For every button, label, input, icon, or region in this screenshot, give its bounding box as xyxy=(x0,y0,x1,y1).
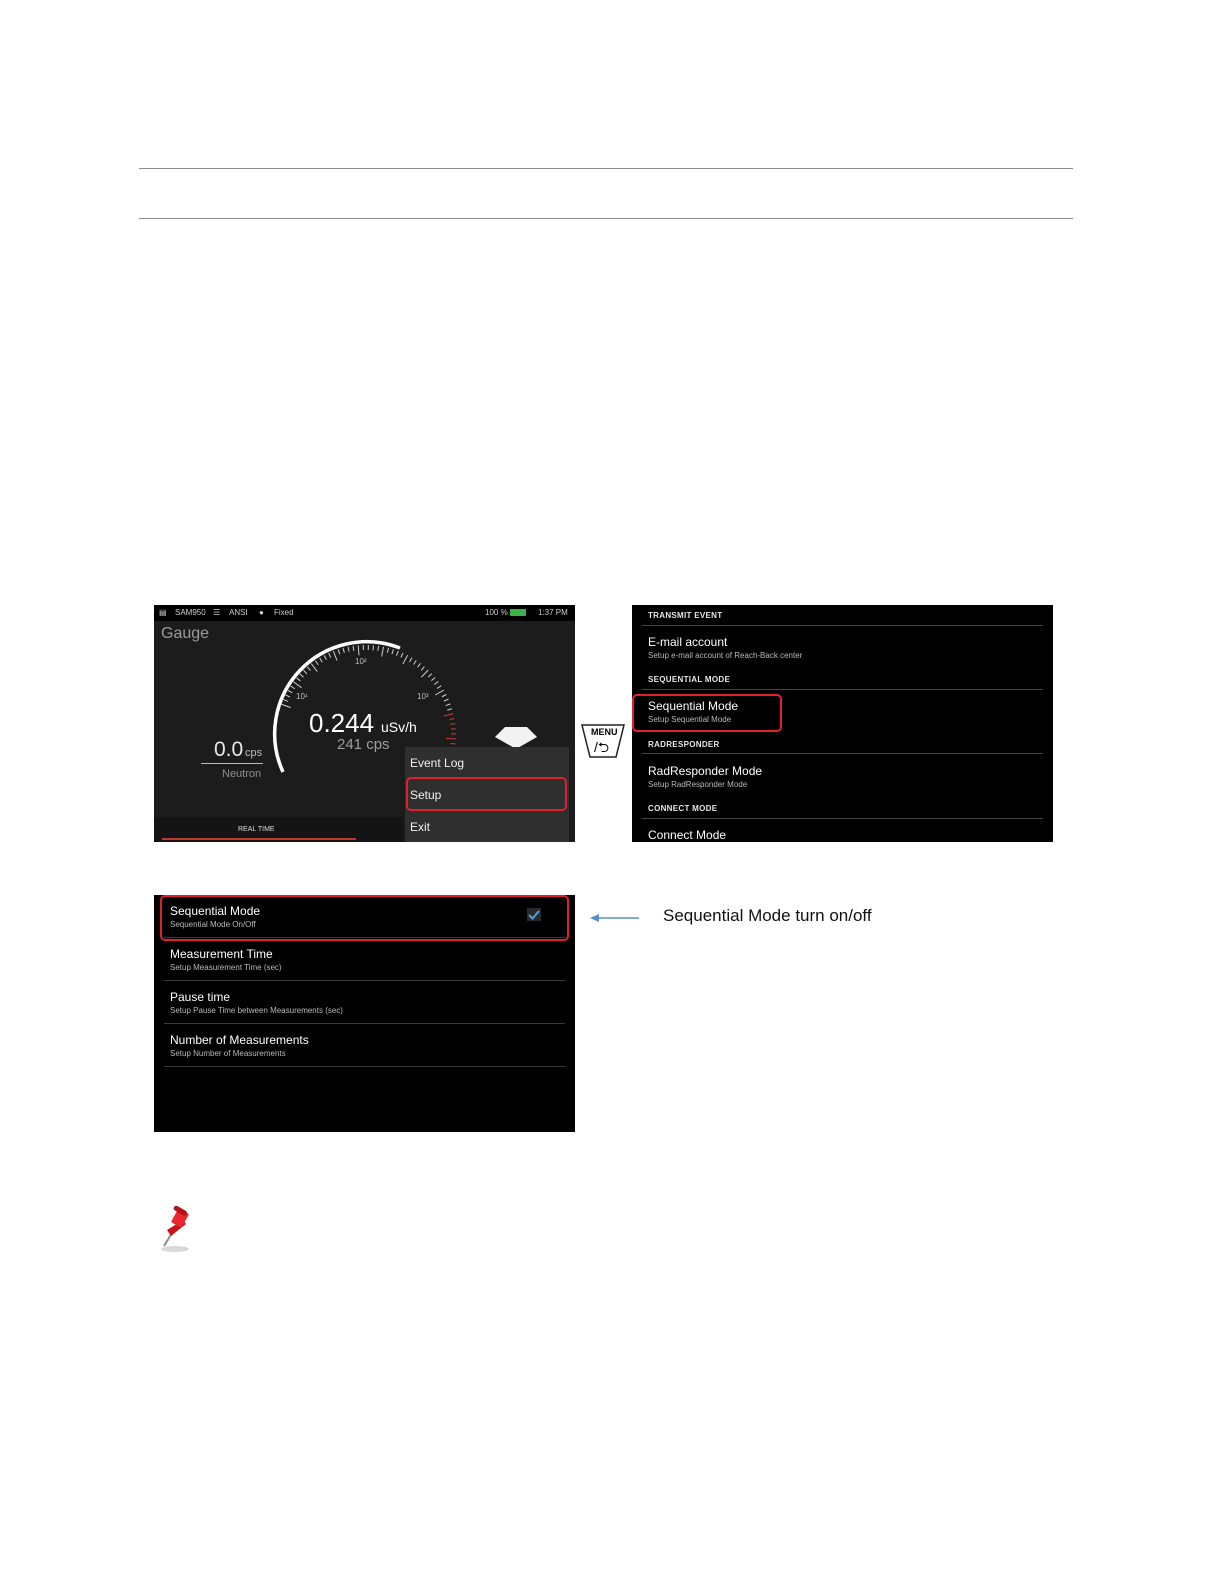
gauge-tick xyxy=(291,686,295,689)
gauge-tick xyxy=(387,648,388,653)
gauge-tick xyxy=(382,647,384,657)
pause-time-subtitle: Setup Pause Time between Measurements (sec) xyxy=(170,1006,343,1015)
gauge-screenshot xyxy=(154,605,575,842)
gauge-tick xyxy=(281,704,290,707)
bell-icon: ● xyxy=(259,608,264,617)
gauge-tick xyxy=(442,694,446,696)
gauge-tick xyxy=(428,674,432,677)
pause-time-title[interactable]: Pause time xyxy=(170,990,231,1004)
gauge-tick xyxy=(447,709,452,710)
menu-item-exit[interactable]: Exit xyxy=(410,820,431,834)
row-divider xyxy=(164,980,565,981)
tab-active-indicator xyxy=(162,838,356,840)
number-of-measurements-title[interactable]: Number of Measurements xyxy=(170,1033,309,1047)
gauge-tick xyxy=(437,686,441,689)
gauge-tick xyxy=(333,651,337,660)
section-header-connect-mode: CONNECT MODE xyxy=(648,804,718,813)
device-name: SAM950 xyxy=(175,608,206,617)
gauge-tick xyxy=(353,646,354,651)
gauge-tick xyxy=(303,670,306,674)
sequential-mode-title[interactable]: Sequential Mode xyxy=(648,699,739,713)
section-header-sequential-mode: SEQUENTIAL MODE xyxy=(648,675,731,684)
gauge-tick xyxy=(434,681,438,684)
section-header-transmit-event: TRANSMIT EVENT xyxy=(648,611,723,620)
gauge-tick xyxy=(300,674,304,677)
section-header-radresponder: RADRESPONDER xyxy=(648,740,720,749)
gauge-tick xyxy=(451,744,456,745)
gauge-tick xyxy=(378,646,379,651)
mode-label: Fixed xyxy=(274,608,294,617)
sequential-toggle-highlight xyxy=(160,895,569,941)
gamma-cps: 241 cps xyxy=(337,736,390,753)
gauge-tick xyxy=(297,678,301,681)
email-account-title[interactable]: E-mail account xyxy=(648,635,728,649)
gauge-tick xyxy=(338,649,340,654)
gauge-tick xyxy=(409,658,412,662)
gauge-tick xyxy=(392,649,394,654)
gauge-tick xyxy=(435,690,444,695)
gauge-tick xyxy=(315,661,318,665)
tab-real-time-label: REAL TIME xyxy=(238,826,275,833)
gauge-tick xyxy=(307,667,310,671)
row-divider xyxy=(164,1066,565,1067)
row-divider xyxy=(164,1023,565,1024)
connect-mode-title[interactable]: Connect Mode xyxy=(648,828,727,842)
gauge-tick xyxy=(444,714,454,716)
dose-rate-value: 0.244 xyxy=(309,708,375,738)
gauge-tick xyxy=(414,660,417,664)
radresponder-mode-title[interactable]: RadResponder Mode xyxy=(648,764,763,778)
measurement-time-title[interactable]: Measurement Time xyxy=(170,947,273,961)
email-account-subtitle: Setup e-mail account of Reach-Back center xyxy=(648,651,803,660)
section-divider xyxy=(642,625,1043,626)
section-divider xyxy=(642,753,1043,754)
clock: 1:37 PM xyxy=(538,608,568,617)
sequential-mode-toggle-subtitle: Sequential Mode On/Off xyxy=(170,920,256,929)
battery-percent: 100 % xyxy=(485,608,508,617)
back-arrow-icon: /⮌ xyxy=(594,739,610,755)
sequential-mode-highlight xyxy=(632,694,782,732)
pushpin-icon xyxy=(155,1206,199,1254)
sequential-mode-subtitle: Setup Sequential Mode xyxy=(648,715,732,724)
callout-arrow-icon xyxy=(588,910,640,926)
measurement-time-subtitle: Setup Measurement Time (sec) xyxy=(170,963,282,972)
gauge-tick xyxy=(283,699,288,701)
dose-rate-unit: uSv/h xyxy=(381,719,417,735)
gauge-tick xyxy=(431,677,435,680)
gauge-tick xyxy=(421,670,428,677)
device-icon: ▤ xyxy=(159,608,167,617)
gauge-tick xyxy=(401,653,403,658)
gauge-tick xyxy=(320,658,323,662)
neutron-value: 0.0 xyxy=(214,738,244,761)
gauge-tick xyxy=(288,690,292,692)
header-rule-bottom xyxy=(139,218,1073,219)
scale-label-10-1: 10¹ xyxy=(296,692,308,701)
neutron-label: Neutron xyxy=(222,768,262,780)
scale-label-10-2: 10² xyxy=(355,657,367,666)
header-rule-top xyxy=(139,168,1073,169)
gauge-tick xyxy=(293,682,301,688)
gauge-tick xyxy=(311,664,317,672)
section-divider xyxy=(642,689,1043,690)
neutron-divider xyxy=(201,763,263,764)
gauge-tick xyxy=(285,695,289,697)
standard-label: ANSI xyxy=(229,608,248,617)
gauge-tick xyxy=(324,655,326,659)
standard-icon: ☰ xyxy=(213,608,221,617)
gauge-tick xyxy=(450,724,455,725)
scale-label-10-3: 10³ xyxy=(417,692,429,701)
neutron-unit: cps xyxy=(245,747,263,759)
gauge-tick xyxy=(348,647,349,652)
gauge-tick xyxy=(329,653,331,658)
gauge-tick xyxy=(403,655,408,664)
gauge-tick xyxy=(358,645,359,655)
section-divider xyxy=(642,818,1043,819)
gauge-tick xyxy=(446,704,451,706)
gauge-tick xyxy=(450,719,455,720)
setup-highlight xyxy=(406,777,567,811)
menu-item-setup[interactable]: Setup xyxy=(410,788,442,802)
callout-text: Sequential Mode turn on/off xyxy=(663,906,872,925)
gauge-tick xyxy=(421,667,424,671)
gauge-tick xyxy=(396,651,398,656)
menu-button-label: MENU xyxy=(591,727,618,737)
number-of-measurements-subtitle: Setup Number of Measurements xyxy=(170,1049,286,1058)
gauge-tick xyxy=(343,648,344,653)
sequential-mode-toggle-title[interactable]: Sequential Mode xyxy=(170,904,261,918)
isotope-diamond-icon xyxy=(495,727,537,749)
gauge-title: Gauge xyxy=(161,625,210,642)
radresponder-mode-subtitle: Setup RadResponder Mode xyxy=(648,780,748,789)
gauge-tick xyxy=(444,699,449,701)
menu-item-event-log[interactable]: Event Log xyxy=(410,756,465,770)
gauge-tick xyxy=(417,663,420,667)
